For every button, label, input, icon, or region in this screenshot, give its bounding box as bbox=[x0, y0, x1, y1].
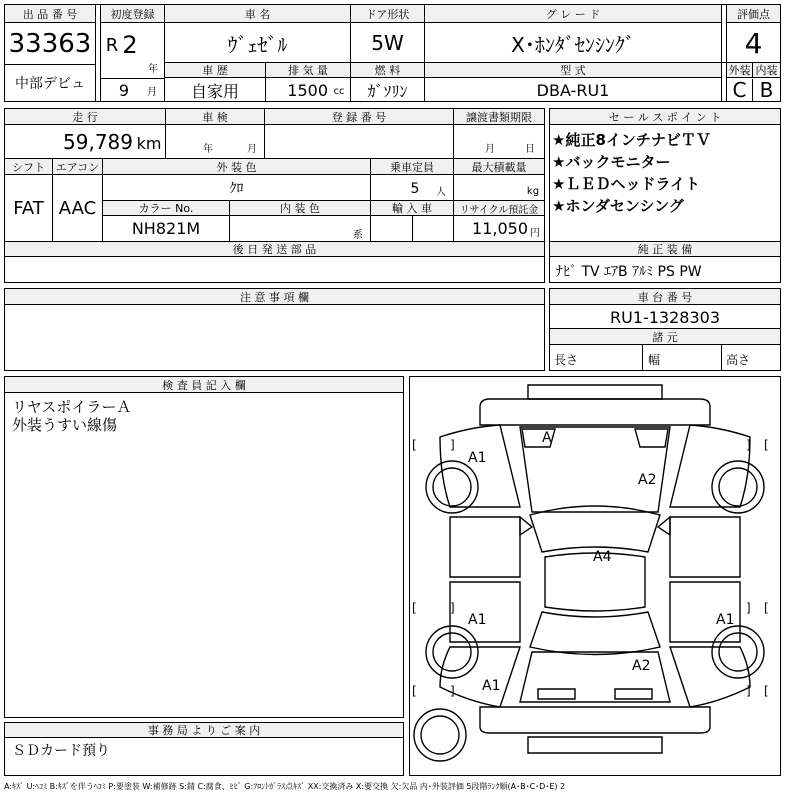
exterior-label: 外装 bbox=[727, 63, 753, 78]
capacity: 5 bbox=[410, 181, 420, 197]
car-name-label: 車 名 bbox=[165, 5, 350, 23]
displacement-label: 排 気 量 bbox=[266, 63, 350, 78]
length-label: 長さ bbox=[554, 353, 579, 367]
exterior-color: ｸﾛ bbox=[229, 181, 244, 197]
svg-text:]: ] bbox=[450, 438, 455, 452]
door-label: ドア形状 bbox=[351, 5, 424, 23]
max-load-unit: kg bbox=[526, 185, 540, 197]
svg-text:[: [ bbox=[764, 684, 769, 698]
svg-text:[: [ bbox=[412, 601, 417, 615]
width-label: 幅 bbox=[648, 353, 661, 367]
model-label: 型 式 bbox=[425, 63, 721, 78]
color-number: NH821M bbox=[131, 219, 201, 238]
transfer-day-unit: 日 bbox=[525, 143, 535, 155]
score-label: 評価点 bbox=[727, 5, 780, 23]
month-unit: 月 bbox=[147, 86, 157, 98]
damage-mark: A1 bbox=[468, 612, 487, 628]
damage-mark: A4 bbox=[593, 549, 612, 565]
car-name: ｳﾞｪｾﾞﾙ bbox=[227, 32, 288, 57]
svg-text:[: [ bbox=[412, 684, 417, 698]
score: 4 bbox=[744, 26, 763, 60]
recycle-deposit-label: リサイクル預託金 bbox=[454, 201, 544, 216]
sales-points-label: セ ー ル ス ポ イ ン ト bbox=[550, 109, 780, 125]
fuel-label: 燃 料 bbox=[351, 63, 424, 78]
registration-number-label: 登 録 番 号 bbox=[265, 109, 453, 125]
recycle-unit: 円 bbox=[530, 227, 540, 239]
transfer-month-unit: 月 bbox=[485, 143, 495, 155]
inspection-year-unit: 年 bbox=[203, 143, 213, 155]
height-label: 高さ bbox=[726, 353, 751, 367]
lot-number: 33363 bbox=[8, 29, 92, 59]
history-label: 車 歴 bbox=[165, 63, 265, 78]
sales-point-item: ★ＬＥＤヘッドライト bbox=[552, 175, 700, 193]
damage-mark: A1 bbox=[716, 612, 735, 628]
max-load-label: 最大積載量 bbox=[454, 159, 544, 175]
import-label: 輸 入 車 bbox=[371, 201, 453, 216]
mileage-unit: km bbox=[136, 133, 162, 153]
svg-text:[: [ bbox=[764, 438, 769, 452]
inspection-month-unit: 月 bbox=[247, 143, 257, 155]
door-type: 5W bbox=[371, 31, 404, 55]
registration-year: 2 bbox=[122, 31, 138, 59]
capacity-label: 乗車定員 bbox=[371, 159, 453, 175]
chassis-number-label: 車 台 番 号 bbox=[550, 289, 780, 305]
interior-color-unit: 系 bbox=[353, 229, 363, 241]
chassis-number: RU1-1328303 bbox=[609, 307, 721, 327]
damage-mark: A1 bbox=[468, 450, 487, 466]
registration-month: 9 bbox=[118, 80, 130, 100]
sales-point-item: ★バックモニター bbox=[552, 153, 671, 171]
exterior-grade: C bbox=[727, 79, 753, 101]
recycle-deposit: 11,050 bbox=[472, 219, 528, 238]
grade-label: グ レ ー ド bbox=[425, 5, 721, 23]
mileage: 59,789 bbox=[63, 130, 133, 154]
color-number-label: カラー No. bbox=[103, 201, 229, 216]
displacement: 1500 bbox=[287, 80, 328, 100]
exterior-color-label: 外 装 色 bbox=[103, 159, 370, 175]
inspection-label: 車 検 bbox=[166, 109, 264, 125]
sales-point-item: ★ホンダセンシング bbox=[552, 197, 684, 215]
sales-point-item: ★純正8インチナビＴＶ bbox=[552, 131, 711, 149]
equipment-list: ﾅﾋﾞ TV ｴｱB ｱﾙﾐ PS PW bbox=[556, 264, 702, 280]
model-code: DBA-RU1 bbox=[536, 80, 610, 100]
transfer-deadline-label: 譲渡書類期限 bbox=[454, 109, 544, 125]
shift-type: FAT bbox=[13, 197, 44, 219]
first-registration-label: 初度登録 bbox=[101, 5, 164, 23]
inspector-note: リヤスポイラーＡ bbox=[12, 398, 132, 416]
office-notice: ＳＤカード預り bbox=[12, 743, 110, 759]
damage-mark: A2 bbox=[632, 658, 651, 674]
dimensions-label: 諸 元 bbox=[550, 329, 780, 345]
office-notice-label: 事 務 局 よ り ご 案 内 bbox=[5, 723, 403, 738]
interior-label: 内装 bbox=[753, 63, 780, 78]
lot-number-label: 出 品 番 号 bbox=[5, 5, 95, 23]
svg-text:]: ] bbox=[450, 684, 455, 698]
damage-mark: A2 bbox=[638, 472, 657, 488]
damage-mark: A bbox=[542, 430, 552, 446]
interior-color-label: 内 装 色 bbox=[230, 201, 370, 216]
capacity-unit: 人 bbox=[436, 186, 446, 198]
era: R bbox=[105, 34, 119, 56]
equipment-label: 純 正 装 備 bbox=[550, 242, 780, 257]
inspector-note: 外装うすい線傷 bbox=[12, 416, 118, 434]
svg-text:[: [ bbox=[764, 601, 769, 615]
mileage-label: 走 行 bbox=[5, 109, 165, 125]
displacement-unit: cc bbox=[333, 85, 345, 97]
fuel: ｶﾞｿﾘﾝ bbox=[367, 81, 408, 101]
shift-label: シフト bbox=[5, 159, 52, 175]
ac-type: AAC bbox=[58, 197, 97, 219]
damage-mark: A1 bbox=[482, 678, 501, 694]
ac-label: エアコン bbox=[53, 159, 102, 175]
svg-text:]: ] bbox=[450, 601, 455, 615]
inspector-label: 検 査 員 記 入 欄 bbox=[5, 377, 403, 393]
svg-text:[: [ bbox=[412, 438, 417, 452]
svg-text:]: ] bbox=[746, 684, 751, 698]
later-parts-label: 後 日 発 送 部 品 bbox=[5, 242, 544, 257]
grade: X･ﾎﾝﾀﾞｾﾝｼﾝｸﾞ bbox=[511, 32, 635, 57]
notes-label: 注 意 事 項 欄 bbox=[5, 289, 544, 305]
car-damage-diagram bbox=[410, 377, 780, 775]
svg-text:]: ] bbox=[746, 601, 751, 615]
history: 自家用 bbox=[190, 81, 239, 101]
svg-text:]: ] bbox=[746, 438, 751, 452]
debut-label: 中部デビュ bbox=[15, 76, 85, 92]
year-unit: 年 bbox=[148, 63, 158, 75]
interior-grade: B bbox=[759, 78, 774, 102]
legend: A:ｷｽﾞ U:ﾍｺﾐ B:ｷｽﾞを伴うﾍｺﾐ P:要塗装 W:補修跡 S:錆 C:腐食、ﾋﾋﾞ G:ﾌﾛﾝﾄｶﾞﾗｽ点ｷｽﾞ XX:交換済み X:要交換 欠:欠品 内･外装評価 5段階ﾗﾝｸ順(A･B･C･D･E) 2 bbox=[4, 782, 566, 791]
